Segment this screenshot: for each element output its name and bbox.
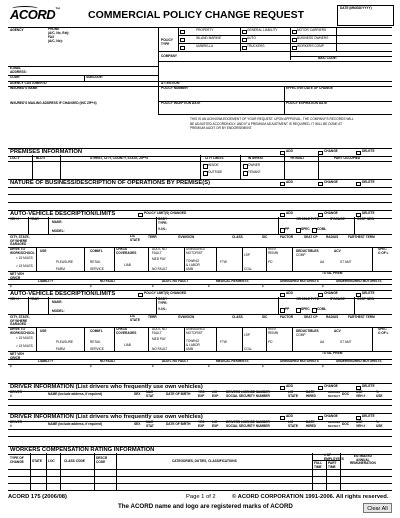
naic-code-label: NAIC CODE: xyxy=(318,56,337,60)
auto1-pd-label: PD xyxy=(268,260,273,264)
auto1-make-label: MAKE: xyxy=(52,220,63,224)
driver1-col-licstate: LIC STATE xyxy=(288,390,298,398)
driver1-col-hired: DATE HIRED xyxy=(306,390,316,398)
attention-label: ATTENTION: xyxy=(161,81,181,85)
auto1-liab-label: LIAB xyxy=(124,263,131,267)
auto2-dollar-3: $ xyxy=(152,364,154,368)
auto2-comp-label: COMP xyxy=(296,333,306,337)
auto2-pd-label: PD xyxy=(268,340,273,344)
auto1-retail-label: RETAIL xyxy=(90,260,101,264)
auto1-change-label: CHANGE xyxy=(324,211,338,215)
premises-add-label: ADD xyxy=(286,149,293,153)
auto2-add-checkbox[interactable] xyxy=(280,293,285,298)
auto2-liab-label: LIAB xyxy=(124,343,131,347)
auto2-cost-new-label: COST NEW xyxy=(357,297,375,301)
workers-col-categories: CATEGORIES, DUTIES, CLASSIFICATIONS xyxy=(172,459,237,463)
auto2-lt15-label: < 15 MILES xyxy=(16,336,33,340)
premises-col-city-limits: CITY LIMITS xyxy=(205,156,224,160)
workers-col-class: CLASS CODE xyxy=(64,459,85,463)
driver1-col-dob: DATE OF BIRTH xyxy=(166,392,191,396)
premises-col-interest: INTEREST xyxy=(248,156,264,160)
premises-delete-checkbox[interactable] xyxy=(356,151,361,156)
auto2-stamt-label: ST AMT xyxy=(340,340,352,344)
policy-type-label: POLICY TYPE xyxy=(161,38,173,46)
auto2-no-fault-label: NO FAULT xyxy=(152,347,168,351)
auto1-pleasure-label: PLEASURE xyxy=(56,260,74,264)
auto2-pleasure-label: PLEASURE xyxy=(56,340,74,344)
premises-delete-label: DELETE xyxy=(362,149,375,153)
auto2-radius-label: RADIUS xyxy=(326,315,339,319)
clear-all-button[interactable]: Clear All xyxy=(363,503,392,513)
auto2-city-state-label: CITY, STATE, OF WHERE GARAGED xyxy=(10,315,30,327)
auto1-city-state-label: CITY, STATE, OF WHERE GARAGED xyxy=(10,235,30,247)
nature-change-checkbox[interactable] xyxy=(318,182,323,187)
auto2-dollar-1: $ xyxy=(10,364,12,368)
general-liability-checkbox[interactable] xyxy=(242,30,247,35)
driver1-col-num: DRIVER # xyxy=(10,390,23,398)
auto1-farthest-label: FARTHEST TERM xyxy=(348,235,375,239)
auto1-vin-label: V.I.N.: xyxy=(158,227,167,231)
auto2-delete-label: DELETE xyxy=(362,291,375,295)
auto2-farthest-label: FARTHEST TERM xyxy=(348,315,375,319)
auto2-retail-label: RETAIL xyxy=(90,340,101,344)
workers-col-descr: DESCR CODE xyxy=(96,456,108,464)
auto2-coml-label: COML xyxy=(317,307,327,311)
page-number: Page 1 of 2 xyxy=(186,494,216,500)
auto1-spec-label: SPEC xyxy=(301,227,310,231)
auto1-vehicle-type-label: VEHICLE TYPE xyxy=(296,217,320,221)
auto2-symage-label: SYM/AGE xyxy=(330,297,345,301)
auto1-umb-label: UMB xyxy=(186,267,194,271)
auto1-dollar-4: $ xyxy=(208,284,210,288)
auto-checkbox[interactable] xyxy=(242,38,247,43)
auto1-service-label: SERVICE xyxy=(90,267,104,271)
auto1-sic-label: SIC xyxy=(262,235,268,239)
inland-marine-checkbox[interactable] xyxy=(180,38,185,43)
auto2-model-label: MODEL: xyxy=(52,309,65,313)
premises-col-yr-built: YR BUILT xyxy=(290,156,305,160)
nature-title: NATURE OF BUSINESS/DESCRIPTION OF OPERATIONS BY PREMISE(S) xyxy=(10,180,211,186)
driver2-delete-label: DELETE xyxy=(362,414,375,418)
auto2-uninsured-label: UNINSURED MOTORIST xyxy=(186,327,205,335)
auto2-drive-label: DRIVE TO WORK/SCHOOL xyxy=(10,327,35,335)
driver2-col-sex: SEX xyxy=(134,422,141,426)
driver2-add-checkbox[interactable] xyxy=(280,416,285,421)
driver1-col-name: NAME (include address, if required) xyxy=(48,392,103,396)
workers-col-remuneration: ESTIMATED ANNUAL REMUNERATION xyxy=(350,454,376,466)
trademark-text: The ACORD name and logo are registered marks of ACORD xyxy=(118,503,293,510)
auto2-acv-label: ACV xyxy=(334,329,341,333)
auto1-stamt-label: ST AMT xyxy=(340,260,352,264)
auto1-check-label: CHECK COVERAGES xyxy=(116,247,137,255)
workers-col-part: PART TIME xyxy=(328,461,337,469)
auto2-spec-label: SPEC xyxy=(301,307,310,311)
auto1-aa-label: AA xyxy=(320,260,325,264)
auto1-model-label: MODEL: xyxy=(52,229,65,233)
auto1-dollar-1: $ xyxy=(10,284,12,288)
auto1-towing-label: TOWING & LABOR xyxy=(186,259,200,267)
auto2-dollar-6: $ xyxy=(322,364,324,368)
business-owners-checkbox[interactable] xyxy=(292,38,297,43)
company-label: COMPANY xyxy=(161,54,178,58)
workers-col-full: FULL TIME xyxy=(314,461,323,469)
nature-add-checkbox[interactable] xyxy=(280,182,285,187)
nature-delete-label: DELETE xyxy=(362,180,375,184)
acknowledgement-text: THIS IS AN ACKNOWLEDGEMENT OF YOUR REQUEST. UPON APPROVAL, THE COMPANY'S RECORDS WILL BE ADJUSTED ACCORDINGLY, AND IF A PREMIUM ADJUSTMENT IS REQUIRED, IT WILL BE DONE AT PREMIUM AUDIT OR BY ENDORSEMENT. xyxy=(190,117,354,130)
tenant-label: TENANT xyxy=(248,170,261,174)
code-label: CODE: xyxy=(10,75,21,79)
workers-title: WORKERS COMPENSATION RATING INFORMATION xyxy=(10,447,155,453)
logo-swoosh xyxy=(12,6,38,11)
auto1-lic-state-label: LIC STATE xyxy=(130,234,140,242)
policy-type-motor-carriers: MOTOR CARRIERS xyxy=(297,28,327,32)
nature-change-label: CHANGE xyxy=(324,180,338,184)
inside-label: INSIDE xyxy=(208,163,219,167)
driver1-col-sex: SEX xyxy=(134,392,141,396)
auto1-med-pay-label: MED PAY xyxy=(152,257,166,261)
driver2-col-num: DRIVER # xyxy=(10,420,23,428)
policy-number-label: POLICY NUMBER xyxy=(161,86,188,90)
auto2-seat-cp-label: SEAT CP xyxy=(304,315,318,319)
auto1-symage-label: SYM/AGE xyxy=(330,217,345,221)
auto-title-1: AUTO-VEHICLE DESCRIPTION/LIMITS xyxy=(10,211,116,217)
driver2-add-label: ADD xyxy=(286,414,293,418)
driver1-delete-label: DELETE xyxy=(362,384,375,388)
outside-label: OUTSIDE xyxy=(208,170,223,174)
policy-type-truckers: TRUCKERS xyxy=(247,44,265,48)
owner-checkbox[interactable] xyxy=(243,164,248,169)
auto2-gt15-label: > 15 MILES xyxy=(16,344,33,348)
auto2-dollar-5: $ xyxy=(262,364,264,368)
auto1-limit-addl-no-fault: ADD'L NO FAULT xyxy=(162,279,189,283)
auto2-spec-of-l-label: SPEC O OF L xyxy=(378,327,389,335)
auto2-limits-label: POLICY LIMIT(S) CHANGED xyxy=(144,291,187,295)
auto2-lic-state-label: LIC STATE xyxy=(130,314,140,322)
motor-carriers-checkbox[interactable] xyxy=(292,30,297,35)
auto2-class-label: CLASS xyxy=(232,315,243,319)
driver1-col-useveh: USE VEH # xyxy=(356,390,366,398)
driver2-change-label: CHANGE xyxy=(324,414,338,418)
auto1-dollar-5: $ xyxy=(262,284,264,288)
fax-label: FAX (A/C, No): xyxy=(48,35,63,43)
driver2-col-doc: DOC xyxy=(342,422,350,426)
tenant-checkbox[interactable] xyxy=(243,171,248,176)
auto2-lsp-label: LSP xyxy=(244,333,251,337)
auto2-service-label: SERVICE xyxy=(90,347,104,351)
nature-delete-checkbox[interactable] xyxy=(356,182,361,187)
auto2-umb-label: UMB xyxy=(186,347,194,351)
auto2-aa-label: AA xyxy=(320,340,325,344)
auto2-vehicle-type-label: VEHICLE TYPE xyxy=(296,297,320,301)
auto2-make-label: MAKE: xyxy=(52,300,63,304)
auto2-net-veh-label: NET VEH OR/CR xyxy=(10,352,24,360)
auto2-limits-checkbox[interactable] xyxy=(138,293,143,298)
driver1-change-checkbox[interactable] xyxy=(318,386,323,391)
workers-comp-checkbox[interactable] xyxy=(292,46,297,51)
form-title: COMMERCIAL POLICY CHANGE REQUEST xyxy=(88,9,305,21)
premises-change-label: CHANGE xyxy=(324,149,338,153)
driver2-col-yrs: YRS EXP xyxy=(198,420,205,428)
agency-label: AGENCY xyxy=(10,28,24,32)
umbrella-checkbox[interactable] xyxy=(180,46,185,51)
auto2-deductibles-label: DEDUCTIBLES xyxy=(296,329,319,333)
premises-col-address: STREET, CITY, COUNTY, STATE, ZIP+4 xyxy=(90,156,148,160)
policy-type-auto: AUTO xyxy=(247,36,256,40)
phone-label: PHONE (A/C, No, Ext): xyxy=(48,27,70,35)
auto2-limit-uninsured: UNINSURED MOTORISTS xyxy=(280,359,319,363)
auto1-pp-checkbox[interactable] xyxy=(280,228,285,233)
auto1-spec-of-l-label: SPEC O OF L xyxy=(378,247,389,255)
auto1-dollar-2: $ xyxy=(90,284,92,288)
auto1-ftw-label: FTW xyxy=(220,260,227,264)
mailing-address-label: INSURED'S MAILING ADDRESS IF CHANGED (INC ZIP+4) xyxy=(10,101,97,105)
auto2-coll-label: COLL xyxy=(244,347,253,351)
auto2-limit-underinsured: UNDERINSURED MOTORISTS xyxy=(336,359,382,363)
auto1-farm-label: FARM xyxy=(56,267,65,271)
auto1-coml-checkbox[interactable] xyxy=(312,228,317,233)
auto1-dollar-3: $ xyxy=(152,284,154,288)
driver1-col-license: DRIVERS LICENSE NUMBER SOCIAL SECURITY NUMBER xyxy=(226,390,270,398)
policy-type-umbrella: UMBRELLA xyxy=(196,44,214,48)
driver2-col-mar: MAR STAT xyxy=(146,420,154,428)
driver1-col-yrs: YRS EXP xyxy=(198,390,205,398)
subcode-label: SUBCODE: xyxy=(86,75,104,79)
premises-title: PREMISES INFORMATION xyxy=(10,149,83,155)
auto1-seat-cp-label: SEAT CP xyxy=(304,235,318,239)
auto1-lsp-label: LSP xyxy=(244,253,251,257)
policy-type-inland-marine: INLAND MARINE xyxy=(196,36,221,40)
auto2-change-label: CHANGE xyxy=(324,291,338,295)
auto1-pp-label: PP xyxy=(285,227,290,231)
auto2-sic-label: SIC xyxy=(262,315,268,319)
auto1-net-veh-label: NET VEH OR/CR xyxy=(10,272,24,280)
auto1-veh-label: VEH # xyxy=(10,217,20,221)
date-box[interactable] xyxy=(337,5,394,26)
driver2-col-dob: DATE OF BIRTH xyxy=(166,422,191,426)
auto2-limit-no-fault: NO FAULT xyxy=(100,359,116,363)
auto2-dollar-2: $ xyxy=(90,364,92,368)
auto1-uninsured-label: UNINSURED MOTORIST xyxy=(186,247,205,255)
auto1-dollar-6: $ xyxy=(322,284,324,288)
auto1-add-label: ADD xyxy=(286,211,293,215)
driver2-col-broaden: BROADEN NO-FAULT xyxy=(328,421,341,428)
auto2-pp-checkbox[interactable] xyxy=(280,308,285,313)
driver2-col-name: NAME (include address, if required) xyxy=(48,422,103,426)
inception-date-label: POLICY INCEPTION DATE xyxy=(161,101,201,105)
auto1-limit-no-fault: NO FAULT xyxy=(100,279,116,283)
auto1-coml-label: COML xyxy=(317,227,327,231)
driver1-col-pctuse: % USE xyxy=(376,390,383,398)
auto-title-2: AUTO-VEHICLE DESCRIPTION/LIMITS xyxy=(10,291,116,297)
workers-col-loc: LOC xyxy=(48,459,55,463)
policy-type-business-owners: BUSINESS OWNERS xyxy=(297,36,329,40)
auto2-veh-label: VEH # xyxy=(10,297,20,301)
auto2-rent-label: RENT REIMB xyxy=(268,327,279,335)
premises-col-loc: LOC # xyxy=(10,156,20,160)
workers-col-type: TYPE OF CHANGE xyxy=(10,456,24,464)
driver2-col-hired: DATE HIRED xyxy=(306,420,316,428)
auto2-body-type-label: BODY TYPE: xyxy=(158,297,168,305)
auto1-year-label: YEAR xyxy=(30,217,39,221)
auto2-limit-liability: LIABILITY xyxy=(38,359,54,363)
driver1-add-label: ADD xyxy=(286,384,293,388)
driver-title-2: DRIVER INFORMATION (List drivers who frequently use own vehicles) xyxy=(10,414,203,420)
auto1-delete-label: DELETE xyxy=(362,211,375,215)
workers-col-employees: # OF EMPLOYEES xyxy=(324,453,344,461)
policy-type-property: PROPERTY xyxy=(196,28,214,32)
auto2-spec-checkbox[interactable] xyxy=(296,308,301,313)
driver2-col-licexp: LIC EXP xyxy=(212,420,219,428)
auto1-use-label: USE xyxy=(40,249,47,253)
driver1-add-checkbox[interactable] xyxy=(280,386,285,391)
auto1-rent-label: RENT REIMB xyxy=(268,247,279,255)
auto2-year-label: YEAR xyxy=(30,297,39,301)
auto1-cost-new-label: COST NEW xyxy=(357,217,375,221)
driver2-col-useveh: USE VEH # xyxy=(356,420,366,428)
truckers-checkbox[interactable] xyxy=(242,46,247,51)
auto2-towing-label: TOWING & LABOR xyxy=(186,339,200,347)
property-checkbox[interactable] xyxy=(180,30,185,35)
auto2-gvw-label: GVW/GCW xyxy=(178,315,195,319)
driver1-col-doc: DOC xyxy=(342,392,350,396)
auto1-factor-label: FACTOR xyxy=(280,235,294,239)
auto1-add-checkbox[interactable] xyxy=(280,213,285,218)
auto1-gt15-label: > 15 MILES xyxy=(16,264,33,268)
auto1-addl-no-fault-label: ADD'L NO FAULT xyxy=(152,247,167,255)
auto2-limit-medical: MEDICAL PAYMENTS xyxy=(216,359,249,363)
auto1-terr-label: TERR xyxy=(148,235,157,239)
auto1-acv-label: ACV xyxy=(334,249,341,253)
email-label: E-MAIL ADDRESS: xyxy=(10,66,27,74)
outside-checkbox[interactable] xyxy=(203,171,208,176)
auto1-drive-label: DRIVE TO WORK/SCHOOL xyxy=(10,247,35,255)
policy-type-workers-comp: WORKERS COMP xyxy=(297,44,324,48)
auto1-radius-label: RADIUS xyxy=(326,235,339,239)
inside-checkbox[interactable] xyxy=(203,164,208,169)
driver-title-1: DRIVER INFORMATION (List drivers who frequently use own vehicles) xyxy=(10,384,203,390)
date-label: DATE (MM/DD/YYYY) xyxy=(340,6,372,10)
auto2-vin-label: V.I.N.: xyxy=(158,307,167,311)
customer-id-label: AGENCY CUSTOMER ID xyxy=(10,81,47,85)
premises-col-bld: BLD # xyxy=(36,156,46,160)
auto2-med-pay-label: MED PAY xyxy=(152,337,166,341)
auto2-add-label: ADD xyxy=(286,291,293,295)
auto1-no-fault-label: NO FAULT xyxy=(152,267,168,271)
auto2-farm-label: FARM xyxy=(56,347,65,351)
auto2-pp-label: PP xyxy=(285,307,290,311)
policy-type-general-liability: GENERAL LIABILITY xyxy=(247,28,278,32)
auto2-addl-no-fault-label: ADD'L NO FAULT xyxy=(152,327,167,335)
auto2-comml-label: COMM'L xyxy=(90,329,103,333)
auto2-terr-label: TERR xyxy=(148,315,157,319)
auto1-limit-medical: MEDICAL PAYMENTS xyxy=(216,279,249,283)
auto2-ftw-label: FTW xyxy=(220,340,227,344)
driver1-col-mar: MAR STAT xyxy=(146,390,154,398)
auto1-comp-label: COMP xyxy=(296,253,306,257)
workers-col-state: STATE xyxy=(32,459,42,463)
insured-name-label: INSURED'S NAME xyxy=(10,86,38,90)
form-number: ACORD 175 (2006/08) xyxy=(8,494,67,500)
auto2-dollar-4: $ xyxy=(208,364,210,368)
driver1-col-licexp: LIC EXP xyxy=(212,390,219,398)
owner-label: OWNER xyxy=(248,163,261,167)
auto1-deductibles-label: DEDUCTIBLES xyxy=(296,249,319,253)
auto2-check-label: CHECK COVERAGES xyxy=(116,327,137,335)
driver2-change-checkbox[interactable] xyxy=(318,416,323,421)
auto2-total-label: TOTAL PREM xyxy=(322,351,343,355)
auto2-limit-addl-no-fault: ADD'L NO FAULT xyxy=(162,359,189,363)
auto1-limit-underinsured: UNDERINSURED MOTORISTS xyxy=(336,279,382,283)
auto1-gvw-label: GVW/GCW xyxy=(178,235,195,239)
auto1-body-type-label: BODY TYPE: xyxy=(158,217,168,225)
expiration-date-label: POLICY EXPIRATION DATE xyxy=(286,101,328,105)
auto1-comml-label: COMM'L xyxy=(90,249,103,253)
auto1-total-label: TOTAL PREM xyxy=(322,271,343,275)
auto1-spec-checkbox[interactable] xyxy=(296,228,301,233)
auto1-class-label: CLASS xyxy=(232,235,243,239)
nature-add-label: ADD xyxy=(286,180,293,184)
auto2-factor-label: FACTOR xyxy=(280,315,294,319)
auto2-use-label: USE xyxy=(40,329,47,333)
premises-col-part-occupied: PART OCCUPIED xyxy=(334,156,361,160)
auto1-limit-liability: LIABILITY xyxy=(38,279,54,283)
effective-date-label: EFFECTIVE DATE OF CHANGE xyxy=(286,86,333,90)
auto2-coml-checkbox[interactable] xyxy=(312,308,317,313)
driver2-col-pctuse: % USE xyxy=(376,420,383,428)
driver1-col-broaden: BROADEN NO-FAULT xyxy=(328,391,341,398)
driver1-change-label: CHANGE xyxy=(324,384,338,388)
driver2-col-licstate: LIC STATE xyxy=(288,420,298,428)
driver2-col-license: DRIVERS LICENSE NUMBER SOCIAL SECURITY NUMBER xyxy=(226,420,270,428)
auto1-lt15-label: < 15 MILES xyxy=(16,256,33,260)
auto1-limits-label: POLICY LIMIT(S) CHANGED xyxy=(144,211,187,215)
auto1-limit-uninsured: UNINSURED MOTORISTS xyxy=(280,279,319,283)
auto1-coll-label: COLL xyxy=(244,267,253,271)
acord-logo: ACORD™ xyxy=(10,7,60,22)
auto1-limits-checkbox[interactable] xyxy=(138,213,143,218)
copyright-text: © ACORD CORPORATION 1991-2006. All rights reserved. xyxy=(232,494,389,500)
